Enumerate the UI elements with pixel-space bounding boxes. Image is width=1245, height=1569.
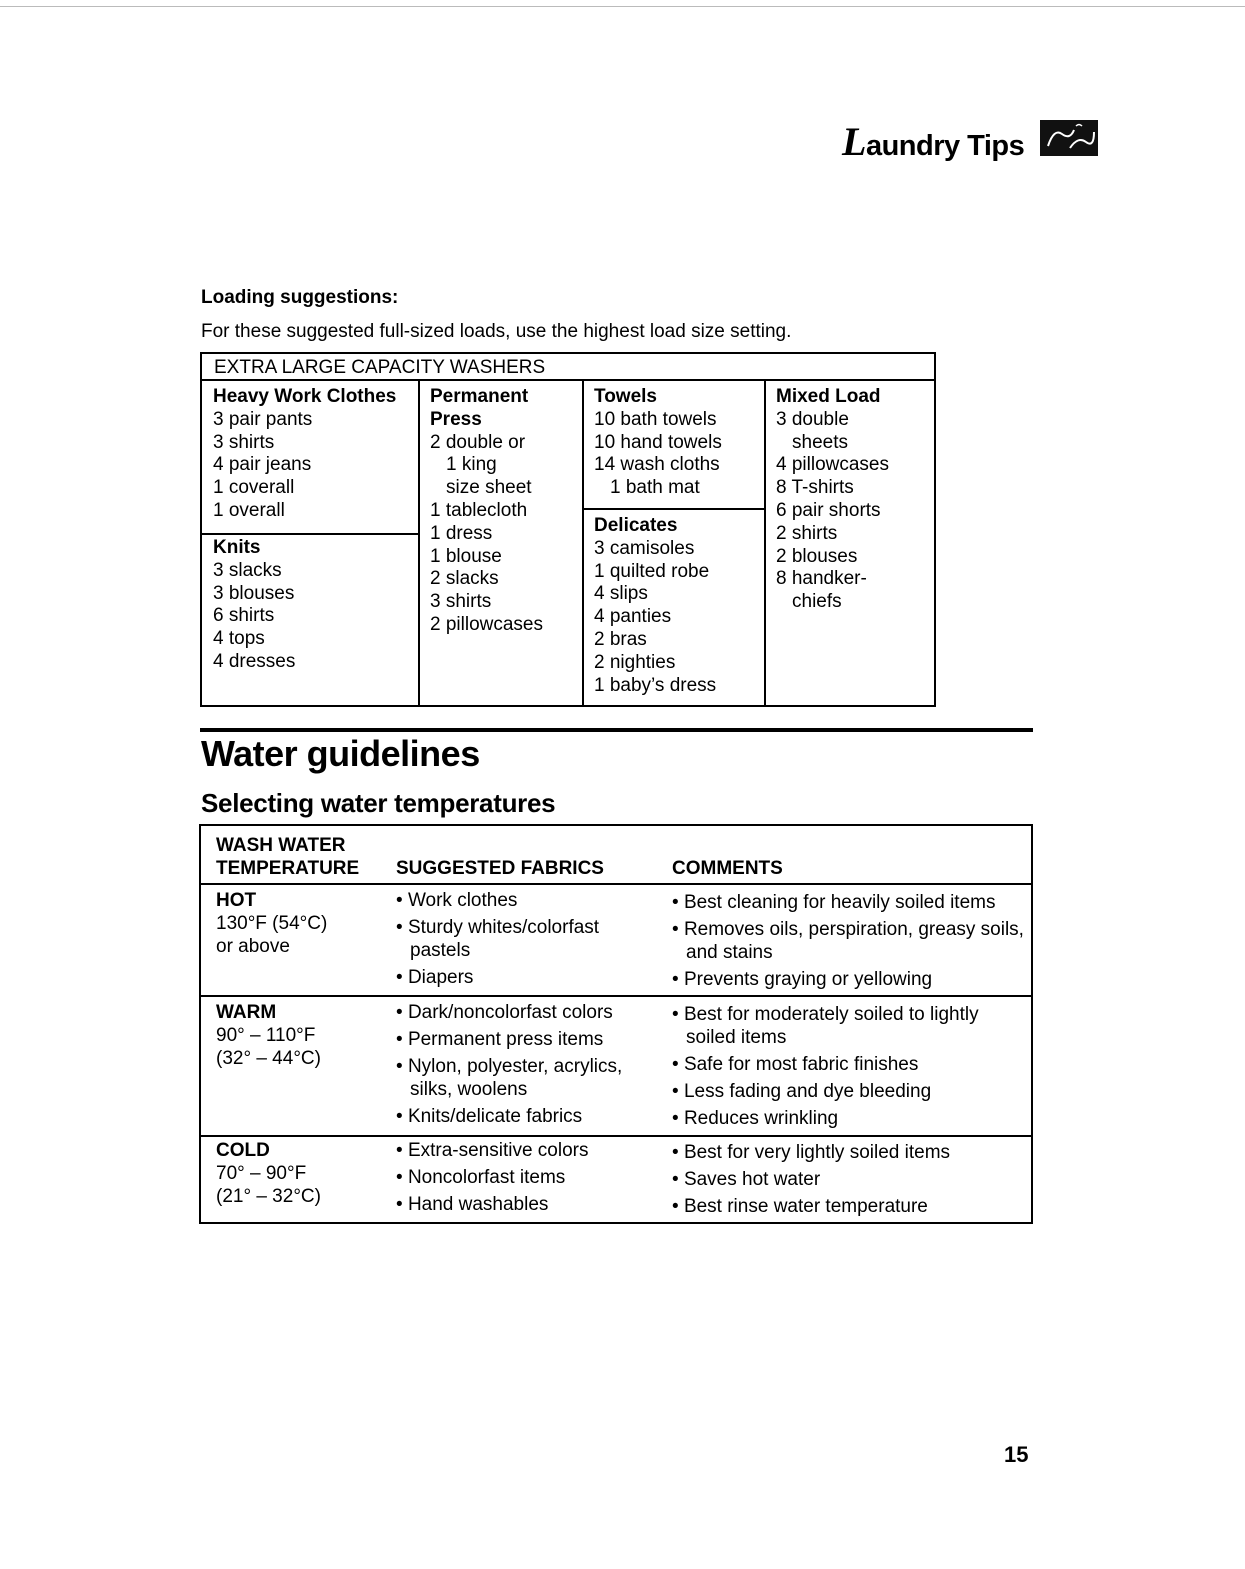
mixed-load-cell: Mixed Load 3 double sheets 4 pillowcases 8 T-shirts 6 pair shorts 2 shirts 2 blouses 8 handker- chiefs — [776, 386, 889, 613]
row-divider — [201, 995, 1031, 997]
header-divider — [201, 883, 1031, 885]
fabrics-column-header: SUGGESTED FABRICS — [396, 858, 604, 879]
decorative-logo-icon — [1040, 120, 1098, 156]
knits-cell: Knits 3 slacks 3 blouses 6 shirts 4 tops 4 dresses — [213, 537, 296, 672]
column-divider — [764, 381, 766, 705]
warm-fabrics-cell: • Dark/noncolorfast colors • Permanent press items • Nylon, polyester, acrylics, silks, woolens • Knits/delicate fabrics — [396, 1001, 656, 1128]
hot-fabrics-cell: • Work clothes • Sturdy whites/colorfast pastels • Diapers — [396, 889, 656, 989]
section-rule — [200, 728, 1033, 732]
hot-comments-cell: • Best cleaning for heavily soiled items • Removes oils, perspiration, greasy soils, and stains • Prevents graying or yellowing — [672, 891, 1027, 991]
towels-cell: Towels 10 bath towels 10 hand towels 14 wash cloths 1 bath mat — [594, 386, 722, 499]
cold-temperature-cell: COLD 70° – 90°F (21° – 32°C) — [216, 1140, 321, 1207]
loading-suggestions-label: Loading suggestions: — [201, 287, 399, 308]
permanent-press-cell: Permanent Press 2 double or 1 king size sheet 1 tablecloth 1 dress 1 blouse 2 slacks 3 shirts 2 pillowcases — [430, 386, 543, 635]
temperature-column-header: WASH WATER TEMPERATURE — [216, 835, 360, 879]
warm-temperature-cell: WARM 90° – 110°F (32° – 44°C) — [216, 1002, 321, 1069]
row-divider — [201, 1135, 1031, 1137]
column-divider — [582, 381, 584, 705]
column-divider — [418, 381, 420, 705]
row-divider — [582, 508, 764, 510]
water-temperatures-subheading: Selecting water temperatures — [201, 788, 556, 818]
cold-fabrics-cell: • Extra-sensitive colors • Noncolorfast items • Hand washables — [396, 1139, 656, 1216]
comments-column-header: COMMENTS — [672, 858, 783, 879]
cold-comments-cell: • Best for very lightly soiled items • Saves hot water • Best rinse water temperature — [672, 1141, 1027, 1218]
water-guidelines-heading: Water guidelines — [201, 733, 480, 774]
top-scan-line — [0, 6, 1245, 7]
loading-table — [200, 352, 936, 707]
heavy-work-clothes-cell: Heavy Work Clothes 3 pair pants 3 shirts 4 pair jeans 1 coverall 1 overall — [213, 386, 397, 521]
row-divider — [202, 533, 418, 535]
hot-temperature-cell: HOT 130°F (54°C) or above — [216, 890, 328, 957]
page-header-title: Laundry Tips — [842, 119, 1025, 164]
loading-table-header: EXTRA LARGE CAPACITY WASHERS — [202, 354, 934, 381]
page-number: 15 — [1004, 1442, 1029, 1467]
loading-intro: For these suggested full-sized loads, use the highest load size setting. — [201, 321, 792, 342]
warm-comments-cell: • Best for moderately soiled to lightly soiled items • Safe for most fabric finishes • Less fading and dye bleeding • Reduces wrinkling — [672, 1003, 1012, 1130]
water-temperature-table — [199, 824, 1033, 1224]
delicates-cell: Delicates 3 camisoles 1 quilted robe 4 slips 4 panties 2 bras 2 nighties 1 baby’s dress — [594, 515, 717, 696]
